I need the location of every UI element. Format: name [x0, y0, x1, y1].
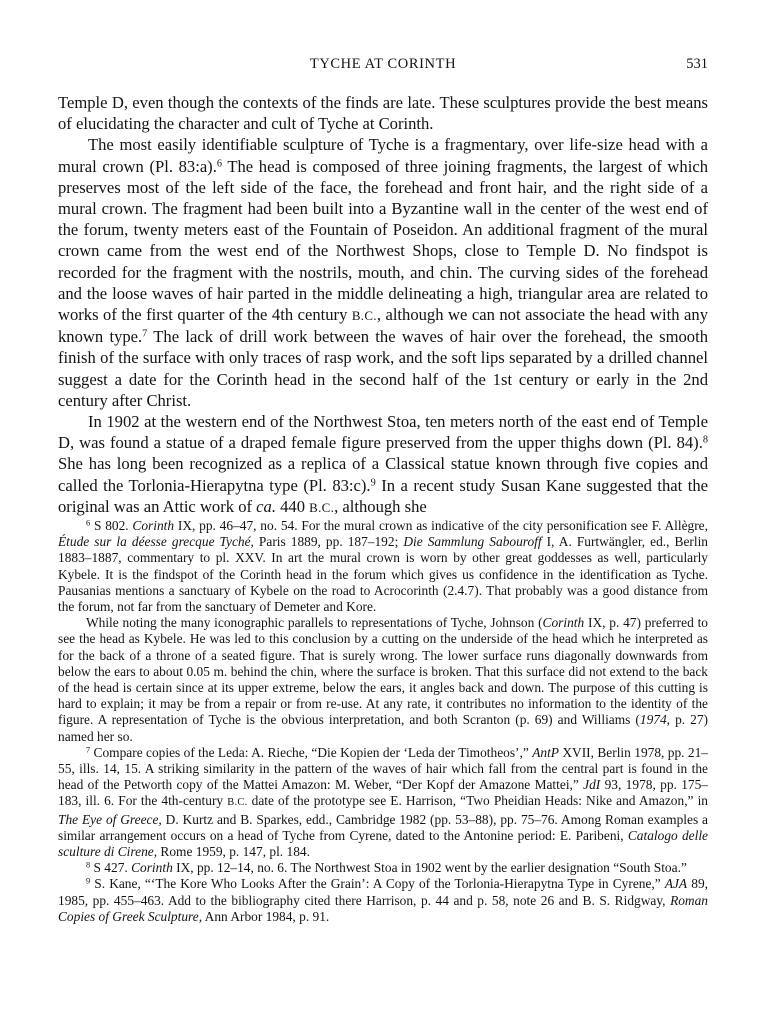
italic-text: ca. — [256, 496, 276, 516]
text: Compare copies of the Leda: A. Rieche, “Die Kopien der ‘Leda der Timotheos’,” — [90, 744, 533, 760]
footnote-ref-9[interactable]: 9 — [370, 477, 376, 488]
paragraph-2 — [58, 134, 708, 411]
italic-text: Étude sur la déesse grecque Tyché, — [58, 534, 254, 550]
footnote-7 — [58, 745, 708, 860]
text: The most easily identifiable sculpture of Tyche is a fragmentary, over life-size head with a mural crown (Pl. 83:a). — [58, 135, 708, 176]
footnote-9 — [58, 876, 708, 925]
text: Temple D, even though the contexts of the finds are late. These sculptures provide the best means of elucidating the character and cult of Tyche at Corinth. — [58, 93, 708, 134]
footnote-ref-6[interactable]: 6 — [216, 157, 223, 169]
footnote-6-continued — [58, 615, 708, 745]
footnote-6 — [58, 518, 708, 615]
text: 93, 1978, pp. 175–183, ill. 6. For the 4th-century — [58, 777, 708, 809]
footnote-number: 9 — [86, 876, 91, 886]
paragraph-3 — [58, 411, 708, 518]
text: IX, pp. 12–14, no. 6. The Northwest Stoa in 1902 went by the earlier designation “South Stoa.” — [172, 860, 687, 876]
era-abbr: B.C. — [351, 308, 377, 324]
text: 440 — [275, 496, 310, 516]
italic-text: Roman Copies of Greek Sculpture, — [58, 892, 708, 924]
text: The head is composed of three joining fragments, the largest of which preserves most of the left side of the face, the forehead and front hair, and the right side of a mural crown. The fragment had been built into a Byzantine wall in the center of the west end of the forum, twenty meters east of the Fountain of Poseidon. An additional fragment of the mural crown came from the west end of the Northwest Shops, close to Temple D. No findspot is recorded for the fragment with the nostrils, mouth, and chin. The curving sides of the forehead and the loose waves of hair parted in the middle delineating a high, triangular area are related to works of the first quarter of the 4th century — [58, 156, 708, 325]
main-text — [58, 92, 708, 518]
running-title: TYCHE AT CORINTH — [309, 56, 457, 72]
text: In a recent study Susan Kane suggested that the original was an Attic work of — [58, 475, 709, 516]
text: XVII, Berlin 1978, pp. 21–55, ills. 14, 15. A striking similarity in the pattern of the waves of hair which fall from the central part is found in the head of the Petworth copy of the Mattei Amazon: M. Weber, “Der Kopf der Amazone Mattei,” — [58, 744, 708, 793]
footnote-ref-8[interactable]: 8 — [702, 434, 708, 446]
text: Rome 1959, p. 147, pl. 184. — [157, 844, 310, 860]
footnote-number: 6 — [86, 518, 91, 528]
text: The lack of drill work between the waves of hair over the forehead, the smooth finish of the surface with only traces of rasp work, and the soft lips separated by a drilled channel suggest a date for the Corinth head in the second half of the 1st century or early in the 2nd century after Christ. — [58, 327, 708, 410]
italic-text: Die Sammlung Sabouroff — [403, 534, 542, 550]
italic-text: The Eye of Greece, — [58, 811, 162, 827]
era-abbr: B.C. — [309, 499, 335, 515]
running-header — [58, 56, 708, 78]
text: , although she — [334, 496, 427, 516]
text: date of the prototype see E. Harrison, “Two Pheidian Heads: Nike and Amazon,” in — [247, 793, 708, 809]
italic-text: AJA — [664, 876, 688, 892]
text: D. Kurtz and B. Sparkes, edd., Cambridge 1982 (pp. 53–88), pp. 75–76. Among Roman examples a similar arrangement occurs on a head of Tyche from Cyrene, dated to the Antonine period: E. Paribeni, — [58, 811, 709, 843]
paragraph-1 — [58, 92, 708, 134]
text: I, A. Furtwängler, ed., Berlin 1883–1887, commentary to pl. XXV. In art the mural crown is worn by other great goddesses as well, particularly Kybele. It is the findspot of the Corinth head in the forum which gives us confidence in the identification as Tyche. Pausanias mentions a sanctuary of Kybele on the road to Acrocorinth (2.4.7). That probably was a good distance from the forum, not far from the sanctuary of Demeter and Kore. — [58, 534, 708, 615]
footnotes — [58, 518, 708, 925]
text: 89, 1985, pp. 455–463. Add to the bibliography cited there Harrison, p. 44 and p. 58, note 26 and B. S. Ridgway, — [58, 876, 708, 908]
text: Paris 1889, pp. 187–192; — [253, 534, 404, 550]
text: In 1902 at the western end of the Northwest Stoa, ten meters north of the east end of Temple D, was found a statue of a draped female figure preserved from the upper thighs down (Pl. 84). — [58, 412, 708, 453]
italic-text: 1974 — [639, 712, 667, 728]
italic-text: Corinth — [131, 860, 173, 876]
text: She has long been recognized as a replica of a Classical statue known through five copies and called the Torlonia-Hierapytna type (Pl. 83:c). — [58, 454, 708, 495]
text: , p. 27) named her so. — [58, 712, 709, 744]
text: IX, p. 47) preferred to see the head as Kybele. He was led to this conclusion by a cutting on the underside of the head which he interpreted as for the back of a throne of a seated figure. That is surely wrong. The lower surface runs diagonally downwards from below the ears to about 0.05 m. behind the chin, where the surface is broken. That this surface did not extend to the back of the head is certain since at its upper extreme, below the ears, it angles back and down. The purpose of this cutting is hard to explain; it may be from a repair or from re-use. At any rate, it contributes no information to the identity of the figure. A representation of Tyche is the obvious interpretation, and both Scranton (p. 69) and Williams ( — [58, 615, 708, 728]
italic-text: AntP — [532, 744, 559, 760]
footnote-number: 8 — [86, 860, 91, 870]
text: S 427. — [90, 860, 132, 876]
footnote-ref-7[interactable]: 7 — [142, 328, 148, 340]
italic-text: JdI — [583, 777, 601, 793]
italic-text: Corinth — [542, 615, 585, 631]
text: IX, pp. 46–47, no. 54. For the mural crown as indicative of the city personification see F. Allègre, — [174, 518, 708, 533]
text: Ann Arbor 1984, p. 91. — [202, 908, 330, 924]
footnote-number: 7 — [86, 745, 91, 755]
italic-text: Corinth — [132, 518, 175, 533]
footnote-8 — [58, 860, 708, 876]
era-abbr: B.C. — [227, 797, 248, 809]
page-number: 531 — [686, 56, 708, 72]
text: S. Kane, “‘The Kore Who Looks After the Grain’: A Copy of the Torlonia-Hierapytna Type in Cyrene,” — [90, 876, 665, 892]
text: , although we can not associate the head with any known type. — [58, 305, 708, 347]
text: While noting the many iconographic parallels to representations of Tyche, Johnson ( — [86, 615, 543, 631]
italic-text: Catalogo delle sculture di Cirene, — [58, 827, 708, 860]
text: S 802. — [90, 518, 133, 533]
